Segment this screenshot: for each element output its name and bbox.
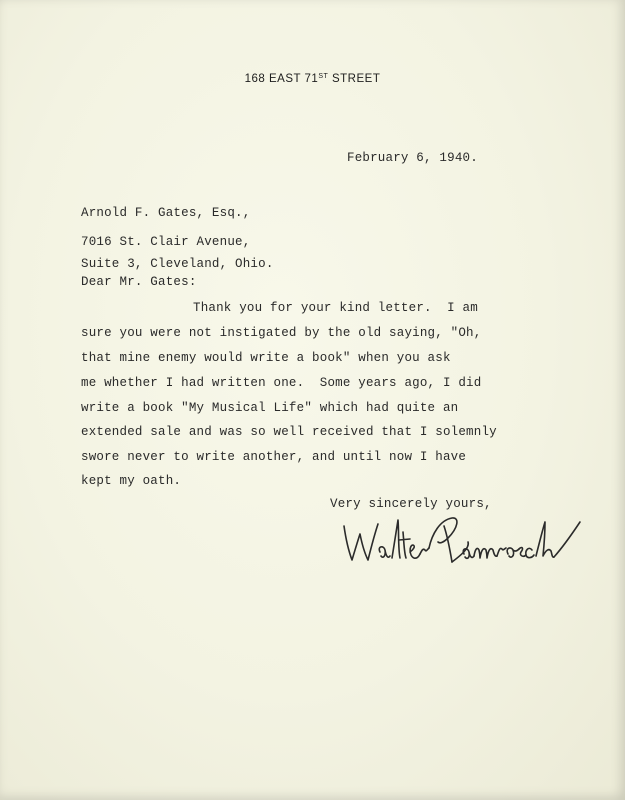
letterhead-ordinal: ST (318, 73, 329, 80)
body-line: swore never to write another, and until now I have (81, 450, 467, 464)
letterhead-street: STREET (331, 73, 381, 85)
body-line: Thank you for your kind letter. I am (193, 301, 478, 315)
body-line: me whether I had written one. Some years ago, I did (81, 376, 482, 390)
handwritten-signature (340, 512, 585, 574)
body-line: extended sale and was so well received that I solemnly (81, 425, 497, 439)
body-line: sure you were not instigated by the old saying, "Oh, (81, 326, 482, 340)
closing: Very sincerely yours, (330, 497, 492, 511)
recipient-city: Suite 3, Cleveland, Ohio. (81, 257, 274, 271)
letterhead-street-number: 168 EAST 71 (244, 73, 319, 85)
letter-date: February 6, 1940. (347, 151, 478, 165)
salutation: Dear Mr. Gates: (81, 275, 197, 289)
body-line: write a book "My Musical Life" which had quite an (81, 401, 459, 415)
body-line: kept my oath. (81, 474, 182, 488)
recipient-street: 7016 St. Clair Avenue, (81, 235, 251, 249)
body-line: that mine enemy would write a book" when you ask (81, 351, 451, 365)
letterhead-address (0, 73, 625, 85)
recipient-name: Arnold F. Gates, Esq., (81, 206, 251, 220)
